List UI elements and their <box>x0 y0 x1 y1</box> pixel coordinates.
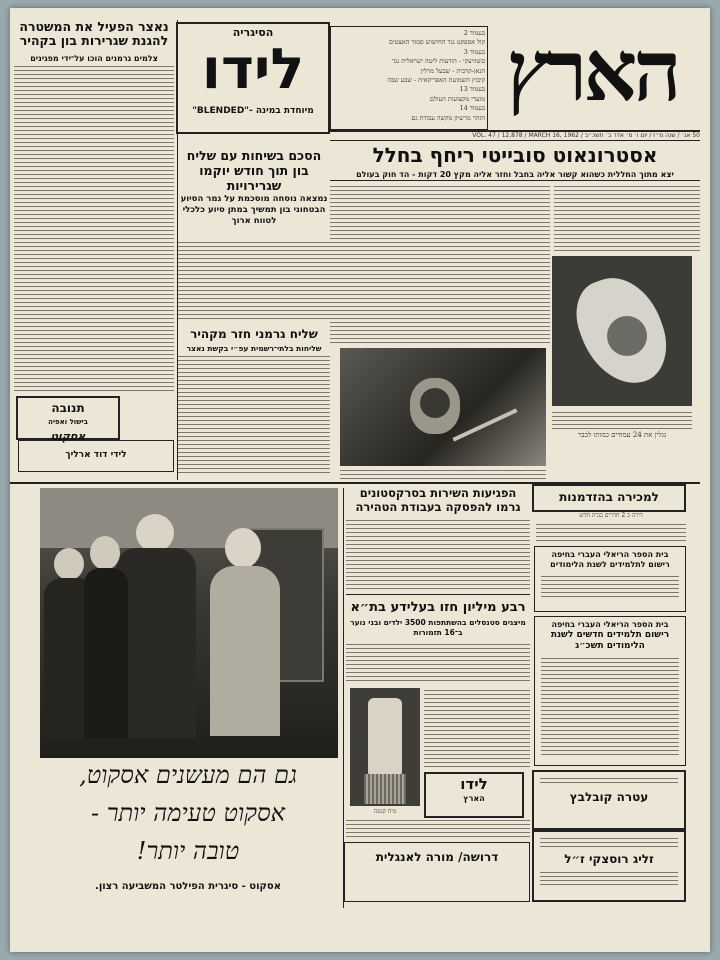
mechira-body <box>536 522 686 542</box>
index-line: בוטוויצקי - הודעות ליטה ישראלית נגד <box>391 57 485 66</box>
index-line: הזהר מרשיון מקשה עבודת גם <box>411 113 485 122</box>
party-photo <box>40 488 338 758</box>
condolence1-name: עטרה קובלבץ <box>569 790 649 804</box>
main-rule <box>330 180 700 181</box>
tnuva-sub: בישול ואפיה <box>48 418 88 426</box>
main-body-text <box>330 184 550 344</box>
top-left-headline: נאצר הפעיל את המשטרה להגנת שגרירות בון בקהיר <box>19 19 169 48</box>
bonn-body <box>178 240 330 320</box>
lower-body <box>346 818 530 838</box>
index-line: בעמוד 13 <box>459 85 485 94</box>
top-left-body <box>14 64 174 394</box>
ascot-line-1: גם הם מעשנים אסקוט, <box>79 761 297 789</box>
ascot-small-label: אסקוט <box>50 430 86 443</box>
school2-sub: רישום תלמידים חדשים לשנת הלימודים תשכ״ג <box>550 630 670 651</box>
totem-caption: מיח קטנה <box>373 808 397 815</box>
main-photo-caption: גגלין את 24 עמודים כמותו לכבר <box>577 431 667 439</box>
condolence1-text <box>540 776 678 786</box>
cosmonaut-caption <box>340 468 546 482</box>
condolence2-text <box>540 836 678 848</box>
teacher-label: דרושה/ מורה לאנגלית <box>375 850 499 864</box>
lido-small-ad <box>424 772 524 818</box>
ascot-line-2: אסקוט טעימה יותר - <box>90 799 286 827</box>
index-line: בעמוד 3 <box>463 47 485 56</box>
school1-title: בית הספר הריאלי העברי בחיפה <box>551 550 669 559</box>
school-ad-1 <box>534 546 686 612</box>
tnuva-ad <box>16 396 120 443</box>
masthead-title: הארץ <box>506 21 678 120</box>
index-line: בעמוד 2 <box>463 29 485 37</box>
teacher-ad <box>344 842 530 902</box>
lido-small-sub: הארץ <box>463 794 485 803</box>
index-line: הנאן-קרבית - שבעל מרלין <box>420 66 485 75</box>
index-line: מועדי מקצועות העולם <box>429 94 485 103</box>
million-body-2 <box>424 688 530 768</box>
ascot-line-3: טובה יותר! <box>136 837 240 865</box>
bonn-second-headline: שליח גרמני חזר מקהיר <box>190 327 318 341</box>
bonn-headline: הסכם בשיחות עם שליח בון תוך חודש יוקמו שגרירויות <box>186 148 322 193</box>
condolence-ad-2 <box>532 830 686 902</box>
strikes-headline: הפגיעות השירות בסרקסטונים גרמו להפסקה בעבודת הטהירה <box>355 486 521 514</box>
million-subhead: מיצגים סטנסלים בהשתתפות 3500 ילדים ובני נוער ב־16 תזמורות <box>350 618 526 637</box>
spaceship-photo <box>552 256 692 406</box>
mid-rule <box>346 594 530 595</box>
school1-sub: רישום לתלמידים לשנת הלימודים <box>550 560 670 569</box>
main-body-right <box>554 184 700 252</box>
arlich-label: לידי דוד ארליך <box>65 450 127 460</box>
mechira-sub: דירה כ 2 חדרים בבית חדש <box>579 512 643 519</box>
lido-small-brand: לידו <box>460 775 488 793</box>
bonn-second-body <box>178 354 330 474</box>
top-left-subhead: צלמים גרמנים הוכו על־ידי מפגינים <box>30 54 158 63</box>
school2-body <box>541 656 679 756</box>
dateline-rule <box>330 140 700 141</box>
million-headline: רבע מיליון חזו בעלידע בת״א <box>350 600 526 615</box>
tnuva-label: תנובה <box>51 401 85 415</box>
condolence2-name: זליג רוסצקי ז״ל <box>564 852 654 866</box>
index-line: קיבוץ השמועת האפריקאית - שבע שבה <box>387 76 485 85</box>
strikes-body <box>346 518 530 590</box>
totem-photo <box>350 688 420 806</box>
newspaper-page <box>10 8 710 952</box>
condolence-ad-1 <box>532 770 686 830</box>
lido-header: הסיגריה <box>232 26 274 39</box>
index-box <box>330 26 488 130</box>
school1-body <box>541 574 679 600</box>
arlich-ad <box>18 440 174 472</box>
lido-tagline: מיוחדת במינה -"BLENDED" <box>192 106 314 116</box>
cosmonaut-photo <box>340 348 546 466</box>
lido-ad <box>176 22 330 134</box>
index-line: קול אספקט נגד החישוש סמוך האצטים <box>389 38 485 47</box>
bonn-second-sub: שליחות בלתי־רשמית עפ״י בקשת נאצר <box>186 344 322 353</box>
mechira-title: למכירה בהזדמנות <box>559 490 659 504</box>
ascot-footer: אסקוט - סיגרית הפילטר המשביעה רצון. <box>95 881 281 892</box>
school2-title: בית הספר הריאלי העברי בחיפה <box>551 620 669 629</box>
bonn-subhead: נמצאה נוסחה מוסכמת על גמר הסיוע הבטחוני בון תמשיך במתן סיוע כלכלי לטווח ארוך <box>180 194 328 226</box>
dateline: 50 אג׳ / שנה מ״ז / יום ו׳ מ׳ אדר ב׳ תשכ״ב / VOL. 47 / 12,878 / MARCH 16, 1962 <box>472 132 700 139</box>
school-ad-2 <box>534 616 686 766</box>
million-body <box>346 642 530 682</box>
spaceship-caption-text <box>552 410 692 430</box>
main-headline: אסטרונאוט סובייטי ריחף בחלל <box>372 143 658 167</box>
lido-brand: לידו <box>201 37 305 102</box>
condolence2-body <box>540 870 678 886</box>
mechira-ad <box>532 484 686 512</box>
index-line: בעמוד 14 <box>459 104 485 113</box>
main-subhead: יצא מתוך החללית כשהוא קשור אליה בחבל וחזר אליה מקץ 20 דקות - הד חוק בעולם <box>356 170 674 179</box>
